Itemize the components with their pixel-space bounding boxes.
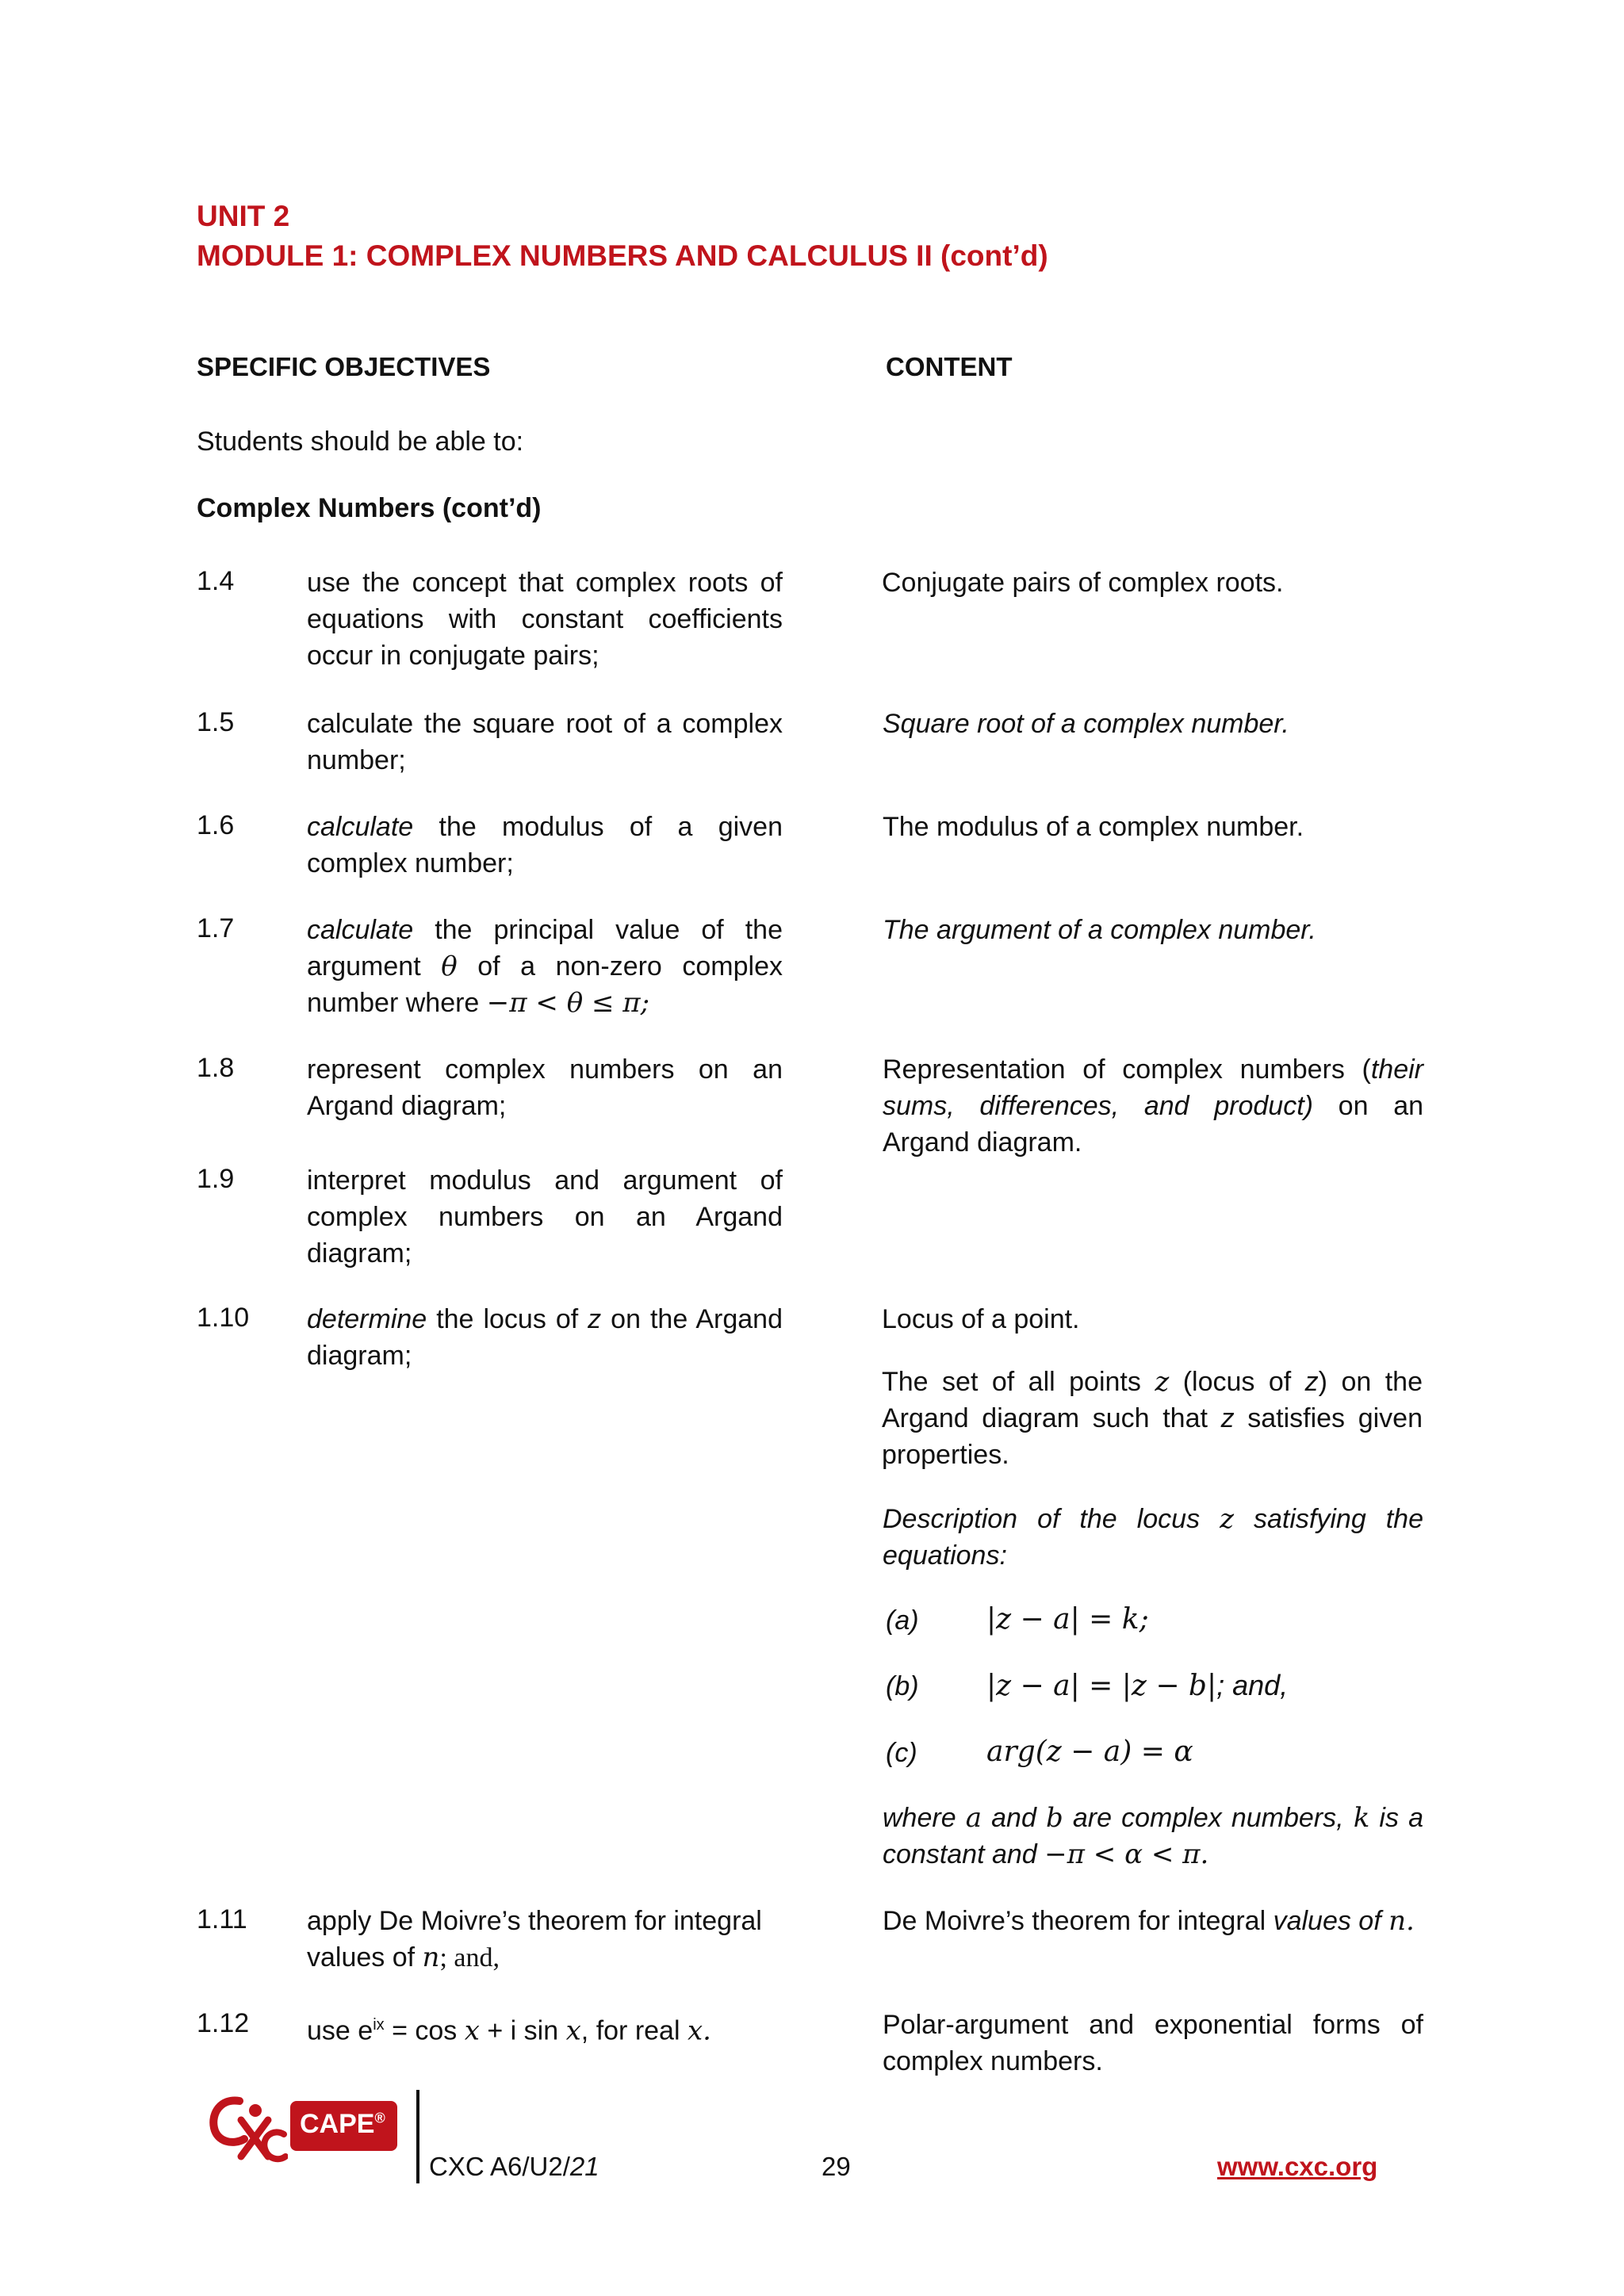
- z-symbol: z: [588, 1304, 602, 1334]
- math-symbol: k: [1353, 1802, 1370, 1834]
- n-symbol: n: [422, 1942, 440, 1973]
- equation-label: (b): [886, 1671, 919, 1701]
- z-symbol: z: [1155, 1366, 1170, 1398]
- content-part: satisfying the equations:: [883, 1504, 1423, 1571]
- content-emphasis: their sums, differences, and product): [883, 1054, 1423, 1121]
- objective-text: calculate the square root of a complex number;: [307, 709, 783, 775]
- objective-number: 1.11: [197, 1904, 247, 1934]
- content-part: where: [883, 1803, 966, 1833]
- equation-label: (a): [886, 1605, 919, 1636]
- objective-part: use e: [307, 2015, 373, 2046]
- cape-logo-text: [300, 2109, 385, 2140]
- theta-symbol: θ: [441, 951, 458, 982]
- objective-text: use the concept that complex roots of equations with constant coefficients occur in conjugate pairs;: [307, 568, 783, 671]
- footer-divider: [416, 2090, 419, 2183]
- objective-text: [307, 809, 783, 882]
- content-part: Representation of complex numbers (: [883, 1054, 1371, 1085]
- objective-part: ; and,: [439, 1943, 500, 1973]
- content-text: [883, 1800, 1423, 1873]
- content-part: ) on the Argand diagram such that: [882, 1367, 1423, 1433]
- objective-rest: the modulus of a given complex number;: [307, 812, 783, 878]
- content-text: Square root of a complex number.: [883, 709, 1289, 739]
- argument-range: −π < θ ≤ π;: [486, 987, 650, 1019]
- content-text: [883, 1501, 1423, 1574]
- x-symbol: x.: [687, 2015, 711, 2047]
- objective-number: 1.12: [197, 2008, 250, 2038]
- document-code-year: 21: [569, 2152, 599, 2181]
- content-part: on an Argand diagram.: [883, 1091, 1424, 1158]
- content-part: is a constant and: [883, 1803, 1423, 1869]
- content-text: Locus of a point.: [882, 1304, 1080, 1334]
- module-title: MODULE 1: COMPLEX NUMBERS AND CALCULUS II (cont’d): [197, 239, 1048, 272]
- intro-text: Students should be able to:: [197, 427, 524, 457]
- objective-part: apply De Moivre’s theorem for integral values of: [307, 1906, 762, 1973]
- objective-text: [307, 912, 783, 1021]
- objective-number: 1.5: [197, 707, 235, 737]
- content-part: Description of the locus: [883, 1504, 1220, 1534]
- objective-text: [307, 2007, 783, 2049]
- content-text: [883, 1903, 1423, 1939]
- objective-text: [307, 1903, 783, 1976]
- equation-tail: ; and,: [1216, 1669, 1289, 1701]
- n-symbol: n.: [1388, 1905, 1415, 1937]
- content-part: De Moivre’s theorem for integral: [883, 1906, 1274, 1936]
- objective-number: 1.9: [197, 1164, 235, 1194]
- math-symbol: a: [965, 1802, 982, 1834]
- x-symbol: x: [464, 2015, 480, 2047]
- objectives-heading: SPECIFIC OBJECTIVES: [197, 352, 491, 381]
- objective-number: 1.8: [197, 1053, 235, 1083]
- objective-number: 1.4: [197, 566, 235, 596]
- math-symbol: b: [1045, 1802, 1063, 1834]
- z-symbol: z: [1304, 1367, 1319, 1397]
- equation-body: |z − a| = |z − b|: [986, 1670, 1217, 1702]
- content-part: and: [982, 1803, 1046, 1833]
- content-part: The set of all points: [882, 1367, 1155, 1397]
- objective-number: 1.10: [197, 1303, 250, 1333]
- equation: [986, 1669, 1288, 1702]
- content-text: Polar-argument and exponential forms of complex numbers.: [883, 2010, 1423, 2076]
- content-part: (locus of: [1169, 1367, 1305, 1397]
- equation: |z − a| = k;: [986, 1603, 1149, 1636]
- z-symbol: z: [1220, 1503, 1234, 1535]
- objective-part: the locus of: [427, 1304, 588, 1334]
- objective-text: represent complex numbers on an Argand diagram;: [307, 1054, 783, 1121]
- content-text: [882, 1364, 1423, 1473]
- x-symbol: x: [565, 2015, 581, 2047]
- objective-text: [307, 1301, 783, 1374]
- content-heading: CONTENT: [886, 352, 1013, 381]
- content-part: satisfies given properties.: [882, 1403, 1423, 1470]
- objective-part: the principal value of the argument: [307, 915, 783, 982]
- objective-emphasis: calculate: [307, 812, 414, 842]
- objective-emphasis: determine: [307, 1304, 427, 1334]
- objective-number: 1.6: [197, 810, 235, 840]
- content-text: The argument of a complex number.: [883, 915, 1316, 945]
- objective-part: of a non-zero complex number where: [307, 951, 783, 1018]
- website-link[interactable]: www.cxc.org: [1217, 2152, 1378, 2181]
- cape-logo-label: CAPE: [300, 2109, 375, 2139]
- content-text: The modulus of a complex number.: [883, 812, 1304, 842]
- unit-title: UNIT 2: [197, 200, 290, 232]
- document-code-prefix: CXC A6/U2/: [429, 2152, 570, 2181]
- objective-part: , for real: [580, 2015, 688, 2046]
- equation-label: (c): [886, 1738, 917, 1768]
- objective-part: + i sin: [479, 2015, 566, 2046]
- objective-part: = cos: [384, 2015, 465, 2046]
- content-emphasis: values of: [1273, 1906, 1389, 1936]
- objective-emphasis: calculate: [307, 915, 414, 945]
- content-part: are complex numbers,: [1063, 1803, 1354, 1833]
- page-number: 29: [822, 2152, 851, 2181]
- objective-text: interpret modulus and argument of complex numbers on an Argand diagram;: [307, 1165, 783, 1269]
- z-symbol: z: [1220, 1403, 1235, 1433]
- alpha-range: −π < α < π.: [1044, 1839, 1209, 1870]
- registered-mark: ®: [374, 2110, 385, 2126]
- equation: arg(z − a) = α: [986, 1735, 1193, 1768]
- objective-part: on the Argand diagram;: [307, 1304, 783, 1371]
- content-text: [883, 1051, 1423, 1161]
- objective-number: 1.7: [197, 913, 235, 943]
- document-code: [429, 2152, 599, 2182]
- exponent: ix: [373, 2016, 385, 2034]
- section-heading: Complex Numbers (cont’d): [197, 493, 542, 523]
- cxc-logo-icon: [205, 2093, 288, 2164]
- content-text: Conjugate pairs of complex roots.: [882, 568, 1284, 598]
